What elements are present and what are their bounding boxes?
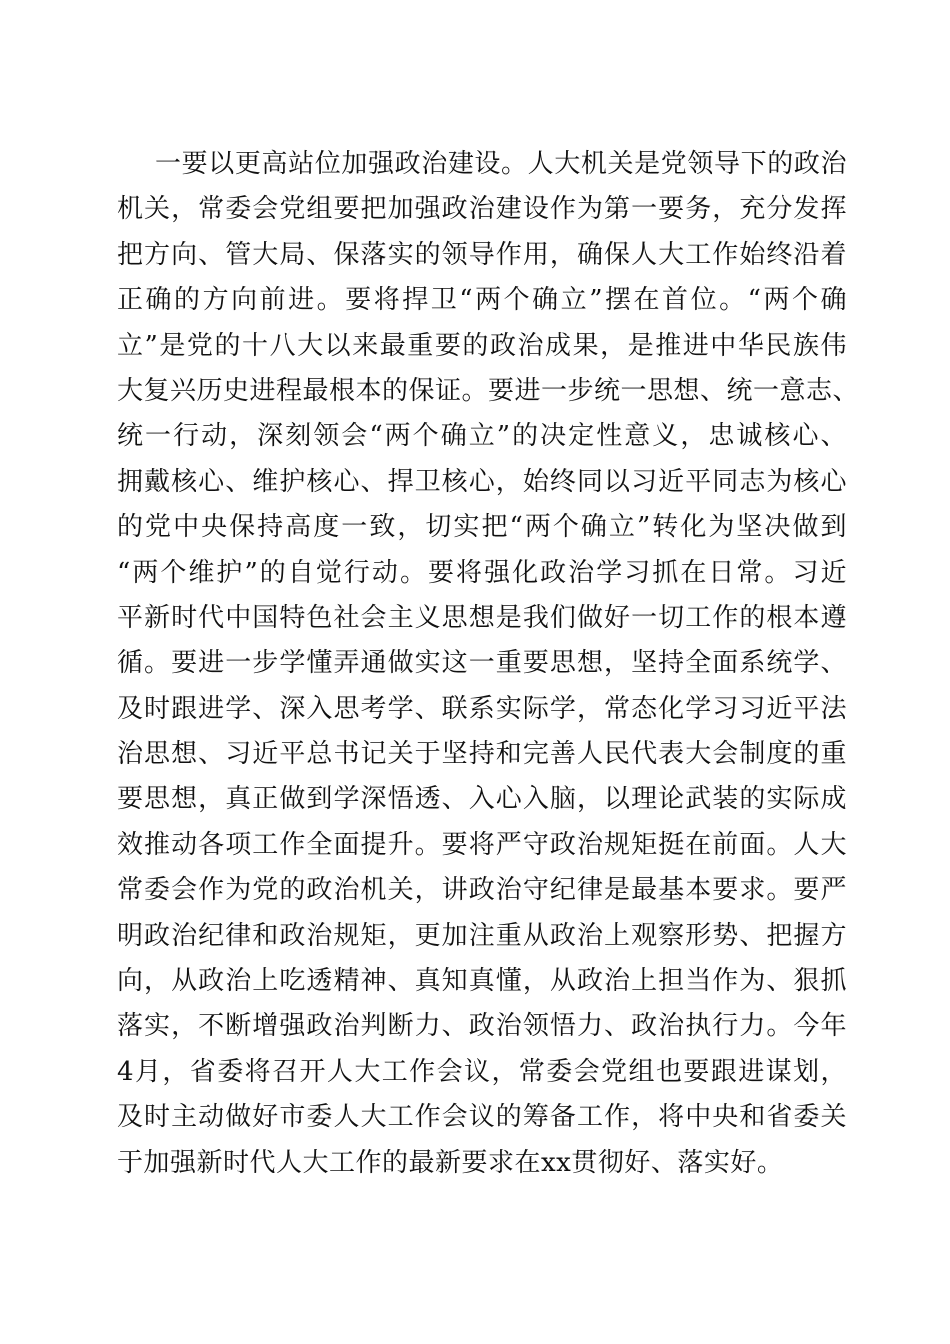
paragraph-line: 于加强新时代人大工作的最新要求在xx贯彻好、落实好。 (117, 1147, 784, 1178)
paragraph-line: 要思想，真正做到学深悟透、入心入脑，以理论武装的实际成 (117, 784, 847, 815)
paragraph-line: 大复兴历史进程最根本的保证。要进一步统一思想、统一意志、 (117, 375, 860, 406)
paragraph-line: 统一行动，深刻领会“两个确立”的决定性意义，忠诚核心、 (117, 421, 847, 452)
paragraph-line: 治思想、习近平总书记关于坚持和完善人民代表大会制度的重 (117, 739, 847, 770)
paragraph-line: 平新时代中国特色社会主义思想是我们做好一切工作的根本遵 (117, 602, 847, 633)
paragraph-line: 效推动各项工作全面提升。要将严守政治规矩挺在前面。人大 (117, 829, 847, 860)
paragraph-line: 落实，不断增强政治判断力、政治领悟力、政治执行力。今年 (117, 1011, 847, 1042)
paragraph-line: 正确的方向前进。要将捍卫“两个确立”摆在首位。“两个确 (117, 285, 847, 316)
paragraph-line: 拥戴核心、维护核心、捍卫核心，始终同以习近平同志为核心 (117, 466, 847, 497)
paragraph-line: 一要以更高站位加强政治建设。人大机关是党领导下的政治 (155, 149, 847, 179)
paragraph-line: 立”是党的十八大以来最重要的政治成果，是推进中华民族伟 (117, 330, 847, 361)
paragraph-line: 及时主动做好市委人大工作会议的筹备工作，将中央和省委关 (117, 1102, 847, 1133)
paragraph-line: 4月，省委将召开人大工作会议，常委会党组也要跟进谋划， (117, 1056, 847, 1087)
paragraph-line: 常委会作为党的政治机关，讲政治守纪律是最基本要求。要严 (117, 875, 847, 906)
paragraph-line: 机关，常委会党组要把加强政治建设作为第一要务，充分发挥 (117, 194, 847, 225)
paragraph-line: 循。要进一步学懂弄通做实这一重要思想，坚持全面系统学、 (117, 648, 847, 679)
paragraph-line: “两个维护”的自觉行动。要将强化政治学习抓在日常。习近 (117, 557, 847, 588)
paragraph-line: 向，从政治上吃透精神、真知真懂，从政治上担当作为、狠抓 (117, 966, 847, 997)
paragraph-line: 及时跟进学、深入思考学、联系实际学，常态化学习习近平法 (117, 693, 847, 724)
paragraph-line: 把方向、管大局、保落实的领导作用，确保人大工作始终沿着 (117, 239, 847, 270)
paragraph-line: 的党中央保持高度一致，切实把“两个确立”转化为坚决做到 (117, 512, 847, 543)
paragraph-line: 明政治纪律和政治规矩，更加注重从政治上观察形势、把握方 (117, 920, 847, 951)
body-paragraph (117, 142, 860, 1186)
